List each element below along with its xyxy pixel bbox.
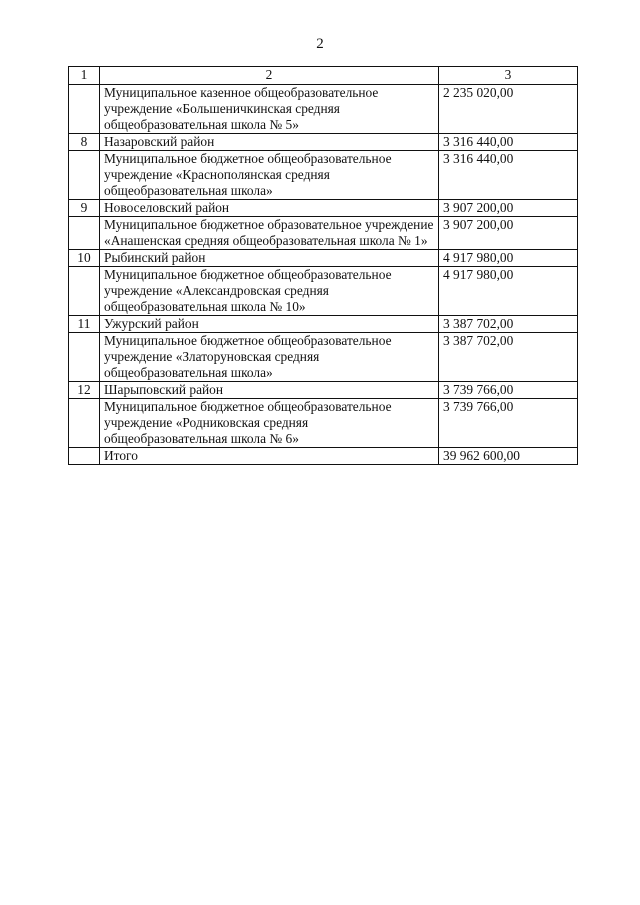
row-amount: 3 316 440,00 [439,134,578,151]
row-amount: 4 917 980,00 [439,267,578,316]
row-amount: 3 387 702,00 [439,333,578,382]
header-col-1: 1 [69,67,100,85]
row-name: Муниципальное казенное общеобразовательное учреждение «Большеничкинская средняя общеобразовательная школа № 5» [100,85,439,134]
row-number [69,217,100,250]
allocation-table [68,66,578,465]
row-name: Шарыповский район [100,382,439,399]
row-number [69,399,100,448]
row-name: Муниципальное бюджетное общеобразовательное учреждение «Родниковская средняя общеобразовательная школа № 6» [100,399,439,448]
row-name: Муниципальное бюджетное общеобразовательное учреждение «Александровская средняя общеобразовательная школа № 10» [100,267,439,316]
table-row [69,134,578,151]
table-row [69,151,578,200]
row-number: 8 [69,134,100,151]
row-name: Ужурский район [100,316,439,333]
table-row [69,85,578,134]
row-amount: 3 316 440,00 [439,151,578,200]
table-row [69,382,578,399]
row-name: Муниципальное бюджетное общеобразовательное учреждение «Краснополянская средняя общеобразовательная школа» [100,151,439,200]
row-amount: 3 739 766,00 [439,399,578,448]
row-amount: 3 387 702,00 [439,316,578,333]
row-amount: 3 907 200,00 [439,200,578,217]
table-row [69,267,578,316]
total-label: Итого [100,448,439,465]
row-number: 9 [69,200,100,217]
row-name: Новоселовский район [100,200,439,217]
row-amount: 3 907 200,00 [439,217,578,250]
row-number [69,85,100,134]
table-row [69,333,578,382]
row-number [69,267,100,316]
page-number: 2 [316,36,324,52]
total-amount: 39 962 600,00 [439,448,578,465]
row-number: 12 [69,382,100,399]
row-number [69,151,100,200]
table-row [69,200,578,217]
table-header-row [69,67,578,85]
header-col-2: 2 [100,67,439,85]
row-amount: 4 917 980,00 [439,250,578,267]
table-row [69,316,578,333]
table-row [69,250,578,267]
header-col-3: 3 [439,67,578,85]
row-number: 10 [69,250,100,267]
row-name: Назаровский район [100,134,439,151]
row-amount: 3 739 766,00 [439,382,578,399]
row-name: Рыбинский район [100,250,439,267]
total-row [69,448,578,465]
row-amount: 2 235 020,00 [439,85,578,134]
row-number [69,333,100,382]
row-name: Муниципальное бюджетное общеобразовательное учреждение «Златоруновская средняя общеобразовательная школа» [100,333,439,382]
table-row [69,399,578,448]
table-row [69,217,578,250]
row-number [69,448,100,465]
row-number: 11 [69,316,100,333]
row-name: Муниципальное бюджетное образовательное учреждение «Анашенская средняя общеобразовательная школа № 1» [100,217,439,250]
